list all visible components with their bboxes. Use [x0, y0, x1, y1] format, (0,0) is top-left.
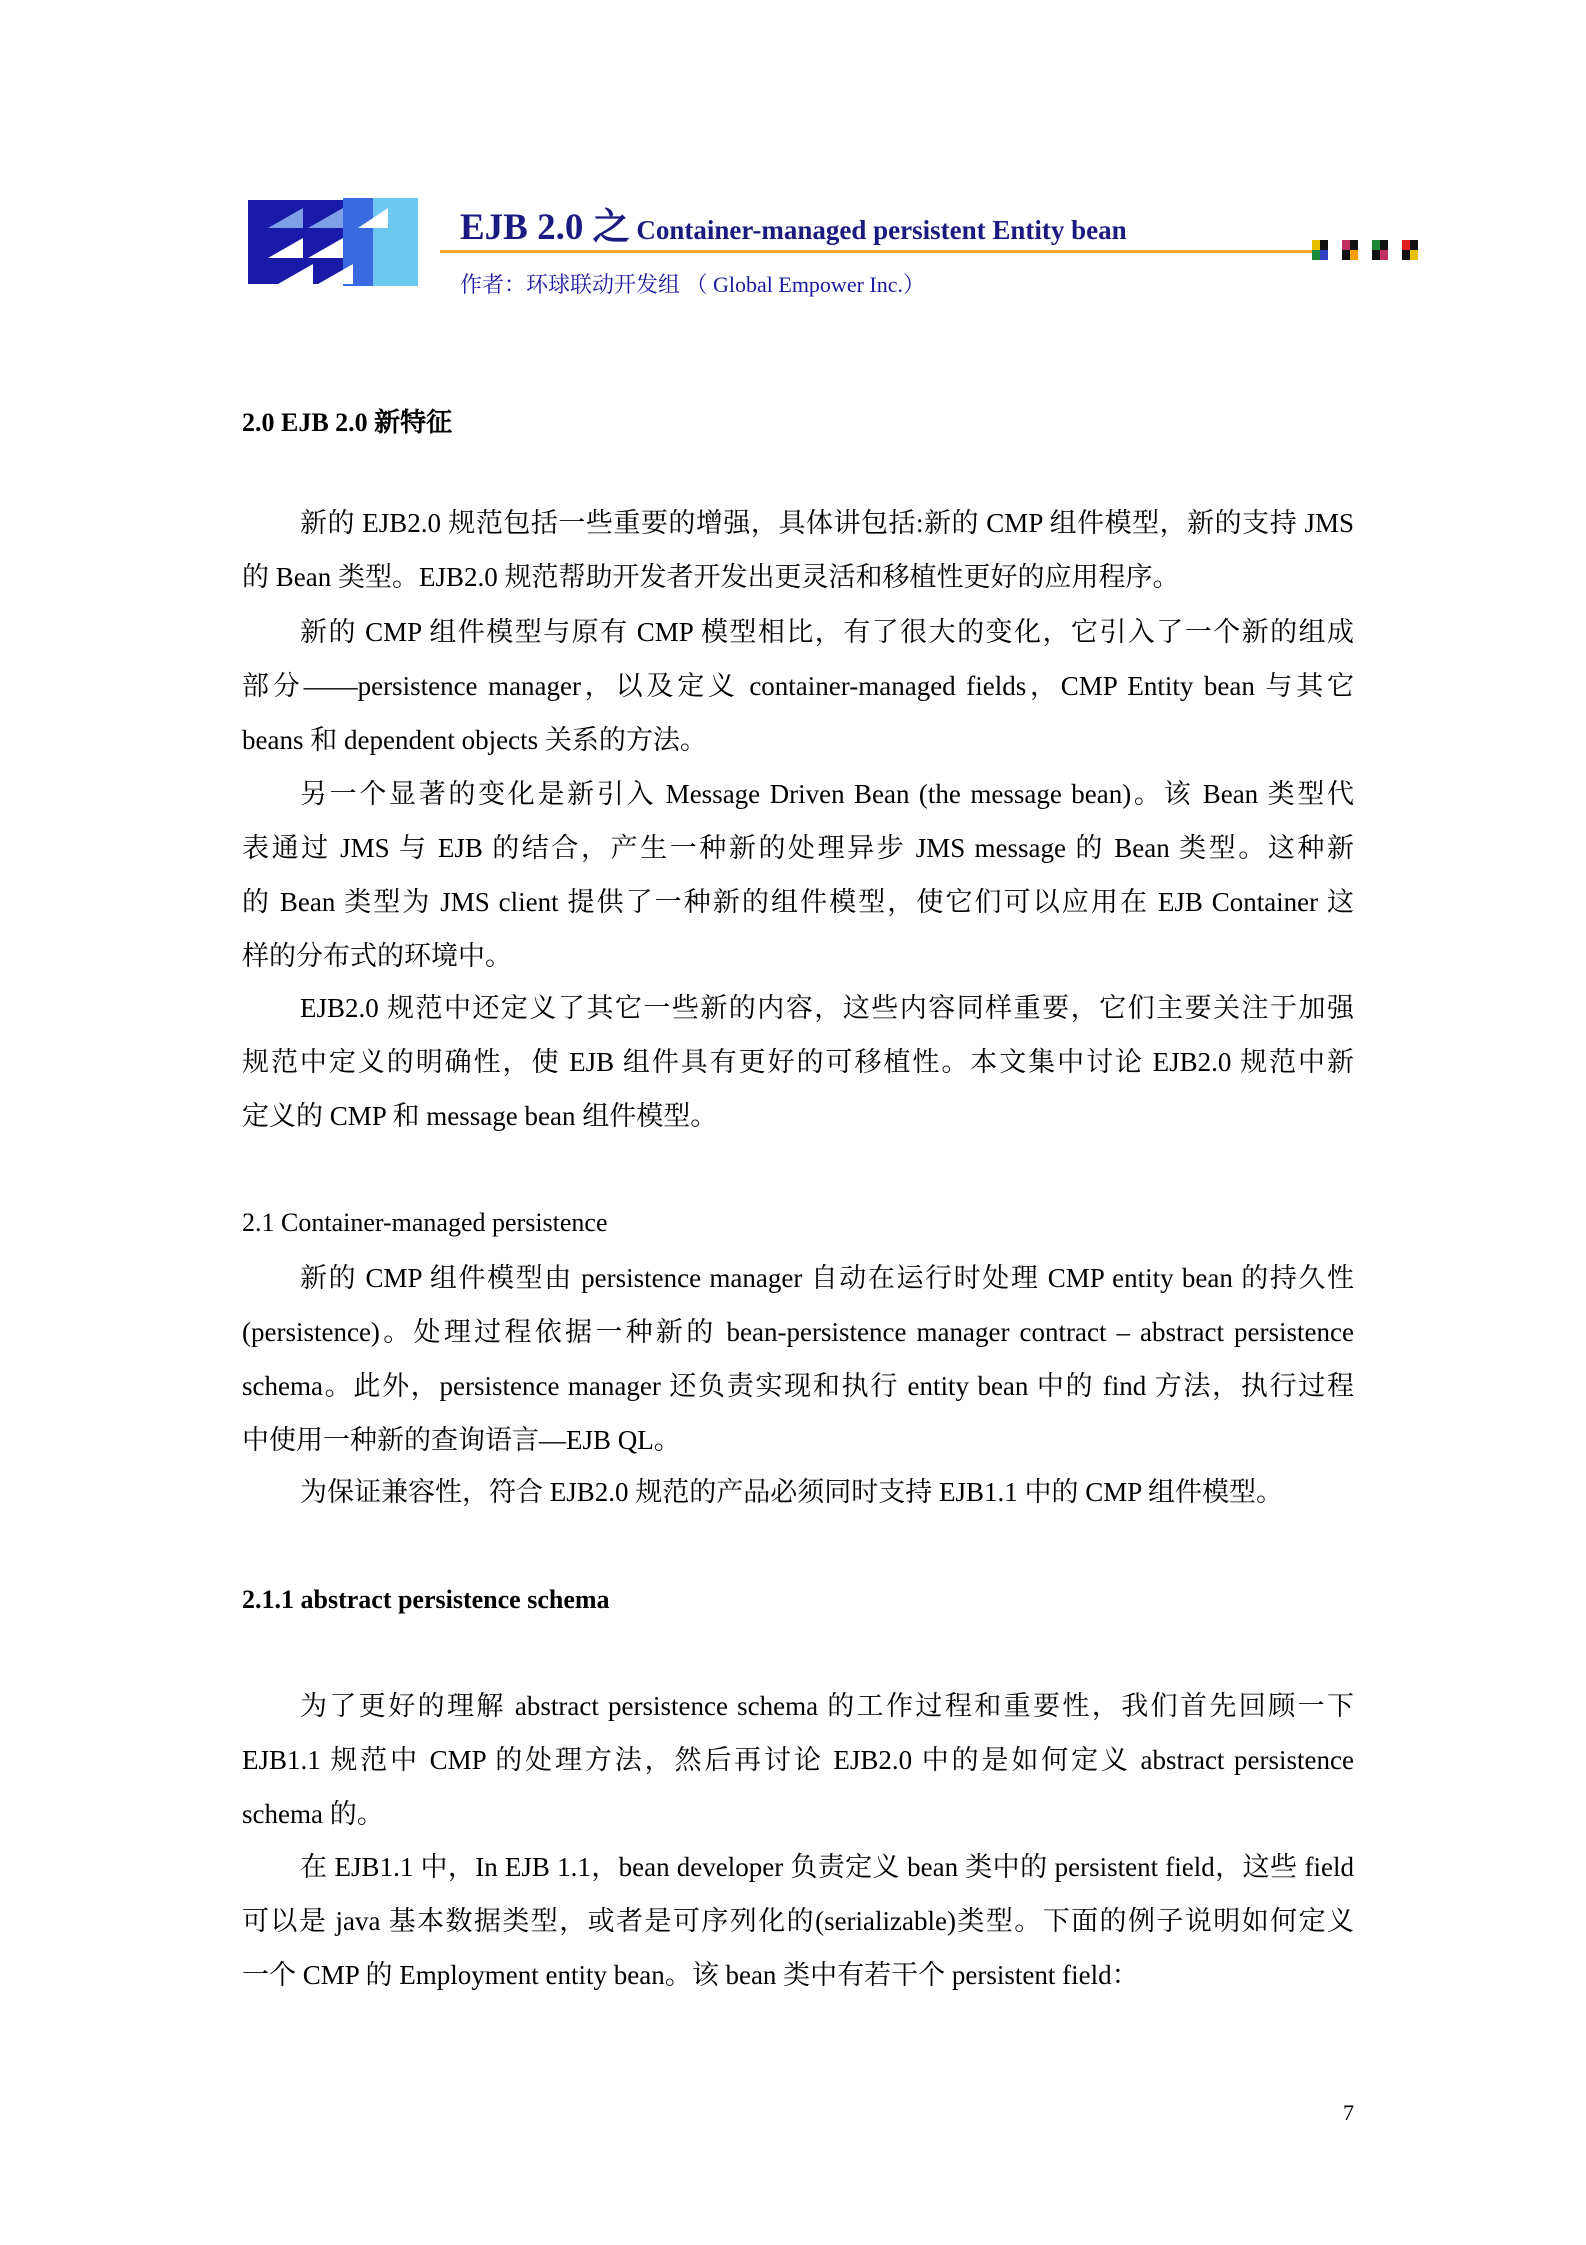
text-line: 规范中定义的明确性，使 EJB 组件具有更好的可移植性。本文集中讨论 EJB2.0 规范中新 — [242, 1047, 1354, 1077]
text-line: 为了更好的理解 abstract persistence schema 的工作过程和重要性，我们首先回顾一下 — [300, 1691, 1354, 1721]
text-line: beans 和 dependent objects 关系的方法。 — [242, 725, 707, 755]
title-main: EJB 2.0 之 — [460, 207, 630, 248]
paragraph — [242, 1679, 1354, 1841]
text-line: 样的分布式的环境中。 — [242, 941, 512, 971]
decorative-squares-icon — [1312, 240, 1418, 260]
text-line: 新的 EJB2.0 规范包括一些重要的增强，具体讲包括:新的 CMP 组件模型，新的支持 JMS — [300, 508, 1354, 538]
section-heading-2-0: 2.0 EJB 2.0 新特征 — [242, 408, 453, 437]
section-heading-2-1: 2.1 Container-managed persistence — [242, 1208, 608, 1237]
paragraph — [242, 496, 1354, 604]
paragraph — [242, 1465, 1354, 1519]
text-line: EJB1.1 规范中 CMP 的处理方法，然后再讨论 EJB2.0 中的是如何定义 abstract persistence — [242, 1745, 1354, 1775]
page-number: 7 — [1343, 2100, 1354, 2125]
document-title — [460, 196, 1127, 250]
text-line: (persistence)。处理过程依据一种新的 bean-persistence manager contract – abstract persistence — [242, 1317, 1354, 1347]
text-line: 新的 CMP 组件模型与原有 CMP 模型相比，有了很大的变化，它引入了一个新的组成 — [300, 617, 1354, 647]
text-line: 的 Bean 类型。EJB2.0 规范帮助开发者开发出更灵活和移植性更好的应用程序。 — [242, 562, 1180, 592]
title-subtitle: Container-managed persistent Entity bean — [636, 215, 1127, 245]
author-line: 作者：环球联动开发组 （ Global Empower Inc.） — [460, 272, 925, 297]
paragraph — [242, 605, 1354, 767]
paragraph — [242, 981, 1354, 1143]
text-line: 定义的 CMP 和 message bean 组件模型。 — [242, 1101, 718, 1131]
text-line: 的 Bean 类型为 JMS client 提供了一种新的组件模型，使它们可以应用在 EJB Container 这 — [242, 887, 1354, 917]
text-line: 新的 CMP 组件模型由 persistence manager 自动在运行时处理 CMP entity bean 的持久性 — [300, 1263, 1354, 1293]
text-line: schema。此外，persistence manager 还负责实现和执行 entity bean 中的 find 方法，执行过程 — [242, 1371, 1354, 1401]
text-line: EJB2.0 规范中还定义了其它一些新的内容，这些内容同样重要，它们主要关注于加强 — [300, 993, 1354, 1023]
text-line: 表通过 JMS 与 EJB 的结合，产生一种新的处理异步 JMS message 的 Bean 类型。这种新 — [242, 833, 1354, 863]
paragraph — [242, 1840, 1354, 2002]
text-line: 为保证兼容性，符合 EJB2.0 规范的产品必须同时支持 EJB1.1 中的 CMP 组件模型。 — [300, 1477, 1284, 1507]
text-line: 在 EJB1.1 中，In EJB 1.1，bean developer 负责定义 bean 类中的 persistent field，这些 field — [300, 1852, 1354, 1882]
section-heading-2-1-1: 2.1.1 abstract persistence schema — [242, 1585, 610, 1614]
header-rule — [440, 250, 1320, 253]
text-line: schema 的。 — [242, 1799, 384, 1829]
text-line: 另一个显著的变化是新引入 Message Driven Bean (the message bean)。该 Bean 类型代 — [300, 779, 1354, 809]
text-line: 部分——persistence manager，以及定义 container-managed fields，CMP Entity bean 与其它 — [242, 671, 1354, 701]
text-line: 可以是 java 基本数据类型，或者是可序列化的(serializable)类型。下面的例子说明如何定义 — [242, 1906, 1354, 1936]
text-line: 中使用一种新的查询语言—EJB QL。 — [242, 1425, 681, 1455]
company-logo — [248, 198, 418, 286]
paragraph — [242, 1251, 1354, 1467]
text-line: 一个 CMP 的 Employment entity bean。该 bean 类中有若干个 persistent field： — [242, 1960, 1139, 1990]
paragraph — [242, 767, 1354, 983]
